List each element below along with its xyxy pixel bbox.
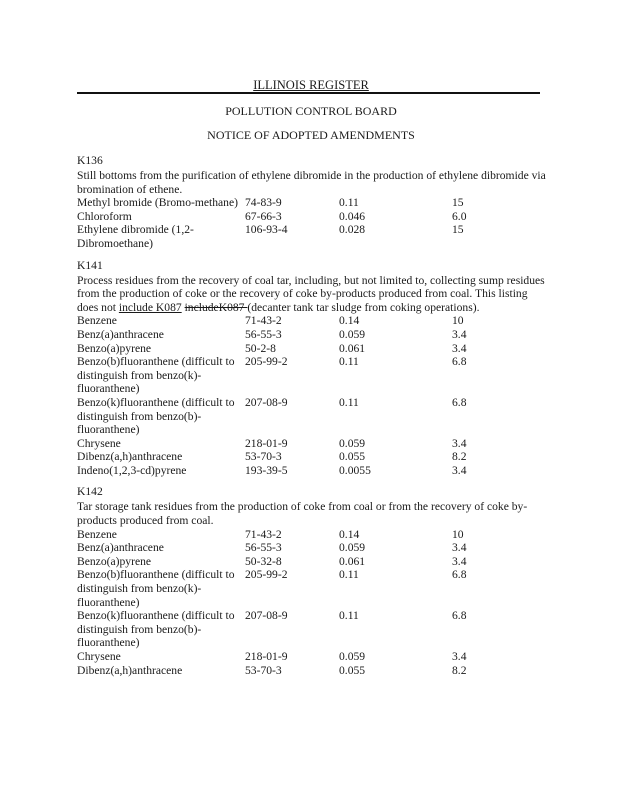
nonwastewater-standard: 8.2 (452, 450, 467, 464)
notice-title: NOTICE OF ADOPTED AMENDMENTS (207, 128, 415, 142)
nonwastewater-standard: 3.4 (452, 541, 467, 555)
nonwastewater-standard: 10 (452, 314, 464, 328)
table-row (77, 450, 547, 464)
waste-section-k136 (77, 154, 547, 251)
constituent-table (77, 314, 547, 477)
constituent-name: Dibenz(a,h)anthracene (77, 663, 183, 677)
cas-number: 207-08-9 (245, 609, 288, 623)
nonwastewater-standard: 6.8 (452, 355, 467, 369)
wastewater-standard: 0.11 (339, 568, 359, 582)
nonwastewater-standard: 3.4 (452, 650, 467, 663)
table-row (77, 528, 547, 542)
constituent-name: Benzene (77, 314, 117, 328)
nonwastewater-standard: 6.8 (452, 609, 467, 623)
constituent-name: Ethylene dibromide (1,2-Dibromoethane) (77, 223, 194, 250)
table-row (77, 196, 547, 210)
cas-number: 106-93-4 (245, 223, 288, 237)
cas-number: 207-08-9 (245, 395, 288, 409)
cas-number: 71-43-2 (245, 314, 282, 328)
table-row (77, 464, 547, 478)
description-text: Process residues from the recovery of coal tar, including, but not limited to, collecting sump residues from the production of coke or the recovery of coke by-products produced from coal. This listing does not (77, 273, 545, 314)
constituent-name: Chrysene (77, 436, 121, 450)
table-row (77, 342, 547, 356)
cas-number: 205-99-2 (245, 568, 288, 582)
waste-section-k142 (77, 485, 547, 677)
constituent-name: Chrysene (77, 650, 121, 663)
cas-number: 56-55-3 (245, 327, 282, 341)
nonwastewater-standard: 10 (452, 527, 464, 541)
constituent-name: Benzo(k)fluoranthene (difficult to distinguish from benzo(b)-fluoranthene) (77, 609, 235, 650)
wastewater-standard: 0.14 (339, 314, 360, 328)
nonwastewater-standard: 3.4 (452, 463, 467, 477)
waste-description: Tar storage tank residues from the production of coke from coal or from the recovery of coke by-products produced from coal. (77, 500, 528, 528)
wastewater-standard: 0.14 (339, 527, 360, 541)
waste-section-k141 (77, 259, 547, 478)
nonwastewater-standard: 6.8 (452, 395, 467, 409)
waste-description: Still bottoms from the purification of ethylene dibromide in the production of ethylene dibromide via bromination of ethene. (77, 169, 546, 196)
table-row (77, 568, 547, 609)
wastewater-standard: 0.0055 (339, 463, 371, 477)
wastewater-standard: 0.055 (339, 450, 366, 464)
description-text-end: (decanter tank tar sludge from coking operations). (247, 300, 480, 314)
table-row (77, 328, 547, 342)
table-row (77, 223, 547, 250)
constituent-name: Dibenz(a,h)anthracene (77, 450, 183, 464)
cas-number: 74-83-9 (245, 196, 282, 210)
constituent-table (77, 196, 547, 250)
cas-number: 71-43-2 (245, 527, 282, 541)
wastewater-standard: 0.061 (339, 554, 366, 568)
cas-number: 56-55-3 (245, 541, 282, 555)
constituent-name: Benzo(a)pyrene (77, 554, 152, 568)
constituent-name: Benzo(b)fluoranthene (difficult to distinguish from benzo(k)-fluoranthene) (77, 568, 235, 609)
wastewater-standard: 0.046 (339, 209, 366, 223)
wastewater-standard: 0.028 (339, 223, 366, 237)
table-row (77, 437, 547, 451)
wastewater-standard: 0.11 (339, 395, 359, 409)
constituent-name: Benz(a)anthracene (77, 541, 164, 555)
cas-number: 67-66-3 (245, 209, 282, 223)
wastewater-standard: 0.059 (339, 327, 366, 341)
nonwastewater-standard: 3.4 (452, 327, 467, 341)
table-row (77, 650, 547, 664)
constituent-table (77, 528, 547, 678)
constituent-name: Chloroform (77, 209, 132, 223)
table-row (77, 541, 547, 555)
nonwastewater-standard: 3.4 (452, 341, 467, 355)
constituent-name: Benzene (77, 527, 117, 541)
nonwastewater-standard: 3.4 (452, 554, 467, 568)
waste-code: K141 (77, 258, 103, 272)
cas-number: 193-39-5 (245, 463, 288, 477)
constituent-name: Benzo(a)pyrene (77, 341, 152, 355)
wastewater-standard: 0.11 (339, 609, 359, 623)
wastewater-standard: 0.059 (339, 650, 366, 663)
constituent-name: Benzo(k)fluoranthene (difficult to distinguish from benzo(b)-fluoranthene) (77, 395, 235, 437)
nonwastewater-standard: 6.0 (452, 209, 467, 223)
board-title: POLLUTION CONTROL BOARD (225, 104, 397, 118)
cas-number: 218-01-9 (245, 436, 288, 450)
constituent-name: Benzo(b)fluoranthene (difficult to distinguish from benzo(k)-fluoranthene) (77, 355, 235, 396)
nonwastewater-standard: 3.4 (452, 436, 467, 450)
wastewater-standard: 0.11 (339, 196, 359, 210)
nonwastewater-standard: 15 (452, 196, 464, 210)
deleted-text: includeK087 (184, 300, 248, 314)
cas-number: 50-32-8 (245, 554, 282, 568)
cas-number: 53-70-3 (245, 450, 282, 464)
waste-description (77, 274, 547, 315)
document-body (77, 154, 547, 685)
wastewater-standard: 0.055 (339, 663, 366, 677)
wastewater-standard: 0.11 (339, 355, 359, 369)
table-row (77, 314, 547, 328)
waste-code: K142 (77, 485, 103, 499)
wastewater-standard: 0.061 (339, 341, 366, 355)
constituent-name: Methyl bromide (Bromo-methane) (77, 196, 238, 210)
table-row (77, 355, 547, 396)
waste-code: K136 (77, 154, 103, 167)
constituent-name: Indeno(1,2,3-cd)pyrene (77, 463, 187, 477)
nonwastewater-standard: 15 (452, 223, 464, 237)
constituent-name: Benz(a)anthracene (77, 327, 164, 341)
table-row (77, 555, 547, 569)
table-row (77, 210, 547, 224)
cas-number: 53-70-3 (245, 663, 282, 677)
inserted-text: include K087 (118, 300, 182, 314)
cas-number: 50-2-8 (245, 341, 276, 355)
cas-number: 205-99-2 (245, 355, 288, 369)
header-rule (77, 92, 540, 94)
table-row (77, 664, 547, 678)
table-row (77, 609, 547, 650)
wastewater-standard: 0.059 (339, 541, 366, 555)
nonwastewater-standard: 6.8 (452, 568, 467, 582)
register-title: ILLINOIS REGISTER (253, 78, 369, 92)
cas-number: 218-01-9 (245, 650, 288, 663)
table-row (77, 396, 547, 437)
wastewater-standard: 0.059 (339, 436, 366, 450)
nonwastewater-standard: 8.2 (452, 663, 467, 677)
